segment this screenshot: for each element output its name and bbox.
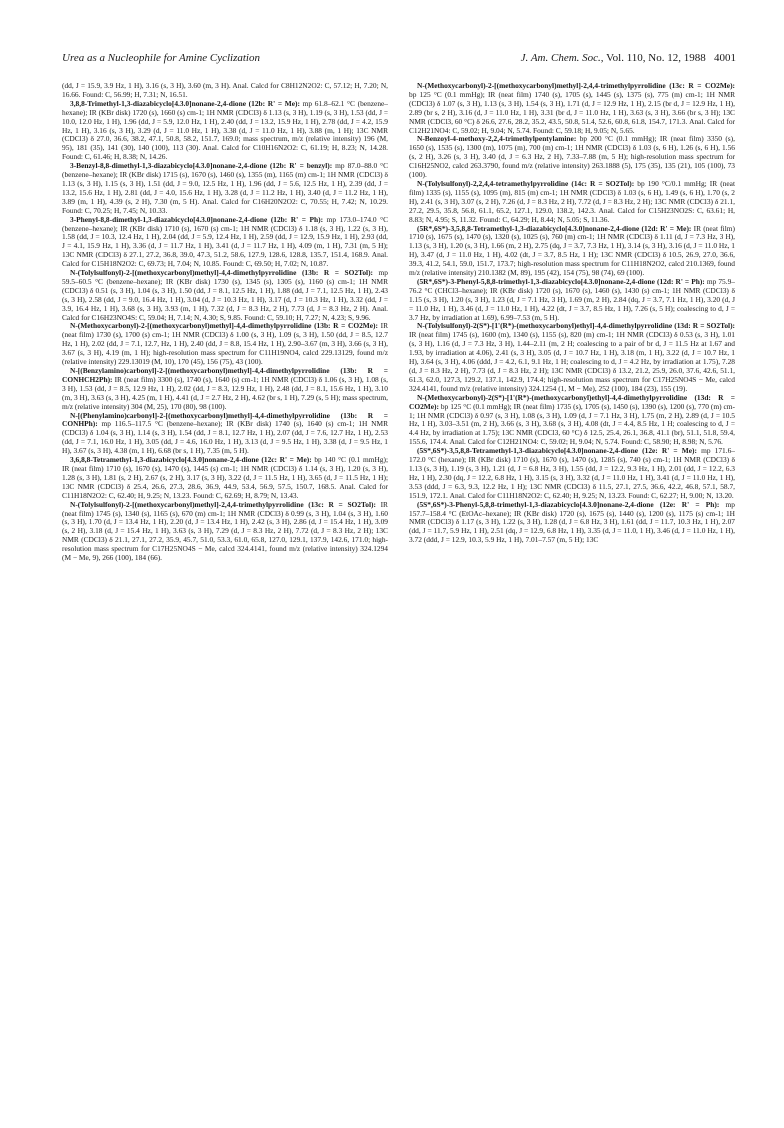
compound-name: N-(Methoxycarbonyl)-2-[(methoxycarbonyl)methyl]-4,4-dimethylpyrrolidine (13b: R = CO2Me): bbox=[70, 321, 378, 331]
journal-name: J. Am. Chem. Soc., bbox=[520, 52, 604, 64]
paragraph-text: bp 125 °C (0.1 mmHg); IR (neat film) 1740 (s), 1705 (s), 1445 (s), 1375 (s), 775 (m) cm-1; 1H NMR (CDCl3) δ 1.07 (s, 3 H), 1.13 (s, 3 H), 1.54 (s, 3 H), 1.71 (d, J = 12.9 Hz, 1 H), 2.15 (br d, J = 12.9 Hz, 1 H), 2.89 (br s, 2 H), 3.16 (d, J = 11.0 Hz, 1 H), 3.31 (br d, J = 11.0 Hz, 1 H), 3.63 (s, 3 H), 3.66 (br s, 3 H); 13C NMR (CDCl3, 60 °C) δ 26.6, 27.6, 28.2, 35.2, 43.5, 50.8, 51.4, 52.6, 60.8, 61.8, 154.7, 171.3. Anal. Calcd for C12H21NO4: C, 59.02; H, 9.04; N, 5.74. Found: C, 59.18; H, 9.05; N, 5.65. bbox=[409, 89, 735, 135]
compound-name: (5R*,6S*)-3,5,8,8-Tetramethyl-1,3-diazabicyclo[4.3.0]nonane-2,4-dione (12d: R' = Me): bbox=[417, 223, 692, 233]
paragraph bbox=[409, 278, 735, 323]
paragraph bbox=[62, 82, 388, 100]
paragraph bbox=[62, 367, 388, 412]
paragraph-text: mp 157.7–158.4 °C (EtOAc–hexane); IR (KBr disk) 1720 (s), 1675 (s), 1440 (s), 1200 (s), 1175 (s) cm-1; 1H NMR (CDCl3) δ 1.17 (s, 3 H), 1.22 (s, 3 H), 1.28 (d, J = 6.8 Hz, 3 H), 1.61 (dd, J = 11.7, 10.3 Hz, 1 H), 2.07 (dd, J = 11.7, 5.9 Hz, 1 H), 2.51 (dq, J = 12.9, 6.8 Hz, 1 H), 3.35 (d, J = 11.0, 1 H), 3.46 (d, J = 11.0 Hz, 1 H), 3.72 (ddd, J = 12.9, 10.3, 5.9 Hz, 1 H), 7.01–7.57 (m, 5 H); 13C bbox=[409, 499, 735, 545]
right-column bbox=[409, 82, 735, 545]
paragraph-text: bp 190 °C/0.1 mmHg; IR (neat film) 1335 (s), 1155 (s), 1095 (m), 815 (m) cm-1; 1H NMR (CDCl3) δ 1.03 (s, 6 H), 1.49 (s, 6 H), 1.70 (s, 2 H), 2.41 (s, 3 H), 3.07 (s, 2 H), 7.26 (d, J = 8.3 Hz, 2 H), 7.72 (d, J = 8.3 Hz, 2 H); 13C NMR (CDCl3) δ 21.1, 27.2, 29.5, 35.8, 56.8, 61.1, 65.2, 127.1, 129.0, 138.2, 142.3. Anal. Calcd for C15H23NO2S: C, 63.61; H, 8.83; N, 4.95; S, 11.32. Found: C, 64.29; H, 8.44; N, 5.05; S, 11.36. bbox=[409, 178, 735, 224]
paragraph bbox=[409, 82, 735, 135]
paragraph-text: (dd, J = 15.9, 3.9 Hz, 1 H), 3.16 (s, 3 H), 3.60 (m, 3 H). Anal. Calcd for C8H12N2O2: C, 57.12; H, 7.20; N, 16.66. Found: C, 56.99; H, 7.31; N, 16.51. bbox=[62, 81, 388, 99]
compound-name: 3-Benzyl-8,8-dimethyl-1,3-diazabicyclo[4.3.0]nonane-2,4-dione (12b: R' = benzyl): bbox=[70, 161, 333, 171]
compound-name: (5R*,6S*)-3-Phenyl-5,8,8-trimethyl-1,3-diazabicyclo[4.3.0]nonane-2,4-dione (12d: R' = Ph): bbox=[417, 276, 705, 286]
running-title: Urea as a Nucleophile for Amine Cyclization bbox=[62, 52, 260, 64]
paragraph bbox=[62, 322, 388, 367]
compound-name: N-(Methoxycarbonyl)-2-[(methoxycarbonyl)methyl]-2,4,4-trimethylpyrrolidine (13c: R = CO2Me): bbox=[417, 81, 735, 90]
page-number: 4001 bbox=[714, 52, 736, 64]
paragraph bbox=[62, 412, 388, 457]
journal-volume: Vol. 110, No. 12, 1988 bbox=[606, 52, 706, 64]
paragraph-text: mp 171.6–172.0 °C (hexane); IR (KBr disk) 1710 (s), 1670 (s), 1470 (s), 1285 (s), 740 (s) cm-1; 1H NMR (CDCl3) δ 1.13 (s, 3 H), 1.19 (s, 3 H), 1.21 (d, J = 6.8 Hz, 3 H), 1.55 (dd, J = 12.2, 9.3 Hz, 1 H), 2.01 (dd, J = 12.2, 6.3 Hz, 1 H), 2.30 (dq, J = 12.2, 6.8 Hz, 1 H), 3.15 (s, 3 H), 3.32 (d, J = 11.0 Hz, 1 H), 3.41 (d, J = 11.0 Hz, 1 H), 3.53 (ddd, J = 6.3, 9.3, 12.2 Hz, 1 H); 13C NMR (CDCl3) δ 11.5, 27.1, 27.5, 36.6, 42.2, 46.8, 57.1, 58.7, 151.9, 172.1. Anal. Calcd for C11H18N2O2: C, 62.40; H, 9.25; N, 13.23. Found: C, 62.27; H, 9.00; N, 13.20. bbox=[409, 446, 735, 500]
paragraph bbox=[409, 180, 735, 225]
compound-name: N-Benzoyl-4-methoxy-2,2,4-trimethylpentylamine: bbox=[417, 134, 577, 144]
compound-name: (5S*,6S*)-3-Phenyl-5,8,8-trimethyl-1,3-diazabicyclo[4.3.0]nonane-2,4-dione (12e: R' = Ph): bbox=[417, 499, 720, 509]
paragraph-text: bp 140 °C (0.1 mmHg); IR (neat film) 1710 (s), 1670 (s), 1470 (s), 1445 (s) cm-1; 1H NMR (CDCl3) δ 1.14 (s, 3 H), 1.20 (s, 3 H), 1.28 (s, 3 H), 1.81 (s, 2 H), 2.67 (s, 2 H), 3.17 (s, 3 H), 3.22 (d, J = 11.5 Hz, 1 H), 3.65 (d, J = 11.5 Hz, 1 H); 13C NMR (CDCl3) δ 25.4, 26.6, 27.3, 28.6, 36.9, 44.9, 53.4, 56.9, 57.5, 150.7, 168.5. Anal. Calcd for C11H18N2O2: C, 62.40; H, 9.25; N, 13.23. Found: C, 62.69; H, 8.79; N, 13.43. bbox=[62, 455, 389, 500]
paragraph bbox=[409, 322, 735, 393]
compound-name: N-(Methoxycarbonyl)-2(S*)-[1'(R*)-(methoxycarbonyl)ethyl]-4,4-dimethylpyrrolidine (13d: R = CO2Me): bbox=[409, 392, 735, 411]
compound-name: N-[(Benzylamino)carbonyl]-2-[(methoxycarbonyl)methyl]-4,4-dimethylpyrrolidine (13b: R = CONHCH2Ph): bbox=[62, 366, 388, 384]
compound-name: (5S*,6S*)-3,5,8,8-Tetramethyl-1,3-diazabicyclo[4.3.0]nonane-2,4-dione (12e: R' = Me): bbox=[417, 446, 697, 456]
paragraph-text: IR (neat film) 1710 (s), 1675 (s), 1470 (s), 1320 (s), 1025 (s), 760 (m) cm-1; 1H NMR (CDCl3) δ 1.11 (d, J = 7.3 Hz, 3 H), 1.13 (s, 3 H), 1.20 (s, 3 H), 1.66 (m, 2 H), 2.75 (dq, J = 3.7, 7.3 Hz, 1 H), 3.14 (s, 3 H), 3.16 (d, J = 11.0 Hz, 1 H), 3.47 (d, J = 11.0 Hz, 1 H), 4.02 (dt, J = 3.7, 8.5 Hz, 1 H); 13C NMR (CDCl3) δ 10.5, 26.9, 27.0, 36.6, 39.3, 41.2, 54.1, 59.0, 151.7, 173.7; high-resolution mass spectrum for C11H18N2O2, calcd 210.1369, found m/z (relative intensity) 210.1382 (M, 89), 195 (42), 154 (75), 98 (74), 69 (100). bbox=[409, 223, 736, 278]
paragraph-text: mp 61.8–62.1 °C (benzene–hexane); IR (KBr disk) 1720 (s), 1660 (s) cm-1; 1H NMR (CDCl3) δ 1.13 (s, 3 H), 1.19 (s, 3 H), 1.53 (dd, J = 10.0, 12.0 Hz, 1 H), 1.96 (dd, J = 5.9, 12.0 Hz, 1 H), 2.40 (dd, J = 13.2, 15.9 Hz, 1 H), 2.78 (dd, J = 4.2, 15.9 Hz, 1 H), 3.16 (s, 3 H), 3.29 (d, J = 11.0 Hz, 1 H), 3.38 (d, J = 11.0 Hz, 1 H), 3.88 (m, 1 H); 13C NMR (CDCl3) δ 27.0, 36.6, 38.2, 47.1, 50.8, 58.2, 151.7, 169.0; mass spectrum, m/z (relative intensity) 196 (M, 95), 181 (35), 141 (30), 140 (100), 113 (30). Anal. Calcd for C10H16N2O2: C, 61.19; H, 8.23; N, 14.28. Found: C, 61.46; H, 8.38; N, 14.26. bbox=[62, 98, 388, 162]
paragraph bbox=[62, 216, 388, 269]
journal-citation bbox=[521, 52, 736, 64]
compound-name: N-(Tolylsulfonyl)-2,2,4,4-tetramethylpyrrolidine (14c: R = SO2Tol): bbox=[417, 178, 635, 188]
compound-name: 3,6,8,8-Tetramethyl-1,3-diazabicyclo[4.3.0]nonane-2,4-dione (12c: R' = Me): bbox=[70, 455, 312, 465]
compound-name: N-(Tolylsulfonyl)-2-[(methoxycarbonyl)methyl]-4,4-dimethylpyrrolidine (13b: R = SO2Tol): bbox=[70, 268, 374, 278]
paragraph-text: bp 125 °C (0.1 mmHg); IR (neat film) 1735 (s), 1705 (s), 1450 (s), 1390 (s), 1200 (s), 770 (m) cm-1; 1H NMR (CDCl3) δ 0.97 (s, 3 H), 1.08 (s, 3 H), 1.09 (d, J = 7.1 Hz, 3 H), 1.75 (m, 2 H), 2.89 (d, J = 10.5 Hz, 1 H), 3.03–3.51 (m, 2 H), 3.66 (s, 3 H), 3.68 (s, 3 H), 4.08 (dt, J = 4.4, 8.5 Hz, 1 H; coalescing to d, J = 4.4 Hz, by irradiation at 1.75); 13C NMR (CDCl3, 60 °C) δ 12.5, 25.4, 26.1, 36.8, 41.1 (br), 51.1, 51.8, 59.4, 155.6, 174.4. Anal. Calcd for C12H21NO4: C, 59.02; H, 9.04; N, 5.74. Found: C, 58.90; H, 8.98; N, 5.76. bbox=[409, 401, 735, 447]
paragraph-text: mp 173.0–174.0 °C (benzene–hexane); IR (KBr disk) 1710 (s), 1670 (s) cm-1; 1H NMR (CDCl3) δ 1.18 (s, 3 H), 1.22 (s, 3 H), 1.58 (dd, J = 10.3, 12.4 Hz, 1 H), 2.04 (dd, J = 5.9, 12.4 Hz, 1 H), 2.59 (dd, J = 12.9, 15.9 Hz, 1 H), 2.93 (dd, J = 4.1, 15.9 Hz, 1 H), 3.36 (d, J = 11.7 Hz, 1 H), 3.41 (d, J = 11.7 Hz, 1 H), 4.09 (m, 1 H), 7.31 (m, 5 H); 13C NMR (CDCl3) δ 27.1, 27.2, 36.8, 39.0, 47.3, 51.2, 58.6, 127.9, 128.6, 128.8, 135.7, 151.4, 168.9. Anal. Calcd for C15H18N2O2: C, 69.73; H, 7.04; N, 10.85. Found: C, 69.50; H, 7.02; N, 10.87. bbox=[62, 214, 388, 269]
paragraph bbox=[409, 501, 735, 546]
paragraph-text: mp 116.5–117.5 °C (benzene–hexane); IR (KBr disk) 1740 (s), 1640 (s) cm-1; 1H NMR (CDCl3) δ 1.04 (s, 3 H), 1.14 (s, 3 H), 1.54 (dd, J = 8.1, 12.7 Hz, 1 H), 2.07 (dd, J = 7.6, 12.7 Hz, 1 H), 2.53 (dd, J = 7.1, 16.0 Hz, 1 H), 3.05 (dd, J = 4.6, 16.0 Hz, 1 H), 3.13 (d, J = 9.5 Hz, 1 H), 3.38 (d, J = 9.5 Hz, 1 H), 3.67 (s, 3 H), 4.38 (m, 1 H), 6.68 (br s, 1 H), 7.35 (m, 5 H). bbox=[62, 419, 388, 456]
paragraph bbox=[62, 162, 388, 215]
compound-name: 3,8,8-Trimethyl-1,3-diazabicyclo[4.3.0]nonane-2,4-dione (12b: R' = Me): bbox=[70, 98, 300, 108]
paragraph-text: bp 200 °C (0.1 mmHg); IR (neat film) 3350 (s), 1650 (s), 1535 (s), 1300 (m), 1075 (m), 700 (m) cm-1; 1H NMR (CDCl3) δ 1.03 (s, 6 H), 1.26 (s, 6 H), 1.56 (s, 2 H), 3.26 (s, 3 H), 3.40 (d, J = 6.3 Hz, 2 H), 7.33–7.88 (m, 5 H); high-resolution mass spectrum for C16H25NO2, calcd 263.3790, found m/z (relative intensity) 263.1888 (5), 175 (35), 135 (21), 105 (100), 73 (100). bbox=[409, 134, 735, 180]
paragraph bbox=[409, 394, 735, 447]
running-header bbox=[62, 52, 736, 68]
paragraph-text: IR (neat film) 1745 (s), 1340 (s), 1165 (s), 670 (m) cm-1; 1H NMR (CDCl3) δ 0.99 (s, 3 H), 1.04 (s, 3 H), 1.60 (s, 3 H), 1.70 (d, J = 13.4 Hz, 1 H), 2.20 (d, J = 13.4 Hz, 1 H), 2.42 (s, 3 H), 2.86 (d, J = 15.4 Hz, 1 H), 3.09 (s, 2 H), 3.18 (d, J = 15.4 Hz, 1 H), 3.63 (s, 3 H), 7.29 (d, J = 8.3 Hz, 2 H), 7.72 (d, J = 8.3 Hz, 2 H); 13C NMR (CDCl3) δ 21.1, 27.1, 27.2, 35.9, 45.7, 51.0, 53.3, 61.0, 65.8, 127.0, 129.1, 137.9, 142.6, 171.0; high-resolution mass spectrum for C17H25NO4S − Me, calcd 324.4141, found m/z (relative intensity) 324.1294 (M − Me, 9), 266 (100), 184 (66). bbox=[62, 499, 388, 563]
left-column bbox=[62, 82, 388, 563]
paragraph bbox=[62, 269, 388, 322]
compound-name: N-(Tolylsulfonyl)-2-[(methoxycarbonyl)methyl]-2,4,4-trimethylpyrrolidine (13c: R = SO2Tol): bbox=[70, 499, 376, 509]
compound-name: 3-Phenyl-8,8-dimethyl-1,3-diazabicyclo[4.3.0]nonane-2,4-dione (12b: R' = Ph): bbox=[70, 214, 324, 224]
paragraph bbox=[409, 135, 735, 180]
paragraph bbox=[62, 100, 388, 162]
paragraph bbox=[62, 456, 388, 501]
paragraph bbox=[409, 447, 735, 500]
paragraph-text: IR (neat film) 1745 (s), 1600 (m), 1340 (s), 1155 (s), 820 (m) cm-1; 1H NMR (CDCl3) δ 0.53 (s, 3 H), 1.01 (s, 3 H), 1.16 (d, J = 7.3 Hz, 3 H), 1.44–2.11 (m, 2 H; coalescing to a pair of br d, J = 11.5 Hz at 1.67 and 1.93, by irradiation at 4.06), 2.41 (s, 3 H), 3.05 (d, J = 10.7 Hz, 1 H), 3.18 (m, 1 H), 3.22 (d, J = 10.7 Hz, 1 H), 3.64 (s, 3 H), 4.06 (ddd, J = 4.2, 6.1, 9.1 Hz, 1 H; coalescing to d, J = 4.2 Hz, by irradiation at 1.75), 7.28 (d, J = 8.3 Hz, 2 H), 7.73 (d, J = 8.3 Hz, 2 H); 13C NMR (CDCl3) δ 13.2, 21.2, 25.9, 26.0, 37.6, 42.6, 51.1, 61.3, 62.0, 127.3, 129.2, 137.1, 142.9, 174.4; high-resolution mass spectrum for C17H25NO4S − Me, calcd 324.4141, found m/z (relative intensity) 324.1254 (1, M − Me), 252 (100), 184 (23), 155 (19). bbox=[409, 330, 735, 393]
paragraph-text: mp 59.5–60.5 °C (benzene–hexane); IR (KBr disk) 1730 (s), 1345 (s), 1305 (s), 1160 (s) cm-1; 1H NMR (CDCl3) δ 0.51 (s, 3 H), 1.04 (s, 3 H), 1.50 (dd, J = 8.1, 12.5 Hz, 1 H), 1.88 (dd, J = 7.1, 12.5 Hz, 1 H), 2.43 (s, 3 H), 2.58 (dd, J = 9.0, 16.4 Hz, 1 H), 3.04 (d, J = 10.3 Hz, 1 H), 3.17 (d, J = 10.3 Hz, 1 H), 3.32 (dd, J = 3.9, 16.4 Hz, 1 H), 3.68 (s, 3 H), 3.93 (m, 1 H), 7.32 (d, J = 8.3 Hz, 2 H), 7.73 (d, J = 8.3 Hz, 2 H). Anal. Calcd for C16H23NO4S: C, 59.04; H, 7.14; N, 4.30; S, 9.85. Found: C, 59.10; H, 7.27; N, 4.23; S, 9.96. bbox=[62, 268, 388, 322]
paragraph-text: IR (neat film) 1730 (s), 1700 (s) cm-1; 1H NMR (CDCl3) δ 1.00 (s, 3 H), 1.09 (s, 3 H), 1.50 (dd, J = 8.5, 12.7 Hz, 1 H), 2.02 (dd, J = 7.1, 12.7, Hz, 1 H), 2.40 (dd, J = 8.8, 15.4 Hz, 1 H), 2.90–3.67 (m, 3 H), 3.66 (s, 3 H), 3.67 (s, 3 H), 4.19 (m, 1 H); high-resolution mass spectrum for C11H19NO4, calcd 229.13129, found m/z (relative intensity) 229.13019 (M, 10), 170 (45), 156 (75), 43 (100). bbox=[62, 321, 389, 367]
compound-name: N-(Tolylsulfonyl)-2(S*)-[1'(R*)-(methoxycarbonyl)ethyl]-4,4-dimethylpyrrolidine (13d: R = SO2Tol): bbox=[417, 321, 735, 331]
paragraph-text: mp 87.0–88.0 °C (benzene–hexane); IR (KBr disk) 1715 (s), 1670 (s), 1460 (s), 1355 (m), 1165 (m) cm-1; 1H NMR (CDCl3) δ 1.13 (s, 3 H), 1.15 (s, 3 H), 1.51 (dd, J = 9.0, 12.5 Hz, 1 H), 1.96 (dd, J = 5.6, 12.5 Hz, 1 H), 2.39 (dd, J = 13.2, 15.6 Hz, 1 H), 2.81 (dd, J = 4.0, 15.6 Hz, 1 H), 3.28 (d, J = 11.2 Hz, 1 H), 3.40 (d, J = 11.2 Hz, 1 H), 3.89 (m, 1 H), 4.39 (s, 2 H), 7.30 (m, 5 H). Anal. Calcd for C16H20N2O2: C, 70.55; H, 7.42; N, 10.29. Found: C, 70.25; H, 7.45; N, 10.33. bbox=[62, 161, 389, 215]
compound-name: N-[(Phenylamino)carbonyl]-2-[(methoxycarbonyl)methyl]-4,4-dimethylpyrrolidine (13b: R = CONHPh): bbox=[62, 410, 388, 429]
paragraph-text: IR (neat film) 3300 (s), 1740 (s), 1640 (s) cm-1; 1H NMR (CDCl3) δ 1.06 (s, 3 H), 1.08 (s, 3 H), 1.53 (dd, J = 8.5, 12.9 Hz, 1 H), 2.02 (dd, J = 8.3, 12.9 Hz, 1 H), 2.48 (dd, J = 8.1, 15.6 Hz, 1 H), 3.10 (m, 3 H), 3.63 (s, 3 H), 4.25 (m, 1 H), 4.41 (d, J = 2.7 Hz, 2 H), 4.62 (br s, 1 H), 7.29 (s, 5 H); mass spectrum, m/z (relative intensity) 304 (M, 25), 170 (80), 98 (100). bbox=[62, 374, 388, 411]
paragraph bbox=[409, 225, 735, 278]
paragraph-text: mp 75.9–76.2 °C (CHCl3–hexane); IR (KBr disk) 1720 (s), 1670 (s), 1460 (s), 1430 (s) cm-1; 1H NMR (CDCl3) δ 1.15 (s, 3 H), 1.20 (s, 3 H), 1.23 (d, J = 7.1 Hz, 3 H), 1.69 (m, 2 H), 2.84 (dq, J = 3.7, 7.1 Hz, 1 H), 3.20 (d, J = 11.0 Hz, 1 H), 3.46 (d, J = 11.0 Hz, 1 H), 4.22 (dt, J = 3.7, 8.5 Hz, 1 H), 7.26 (s, 5 H); coalescing to d, J = 3.7 Hz, by irradiation at 1.69), 6.99–7.53 (m, 5 H). bbox=[409, 276, 735, 322]
paragraph bbox=[62, 501, 388, 563]
